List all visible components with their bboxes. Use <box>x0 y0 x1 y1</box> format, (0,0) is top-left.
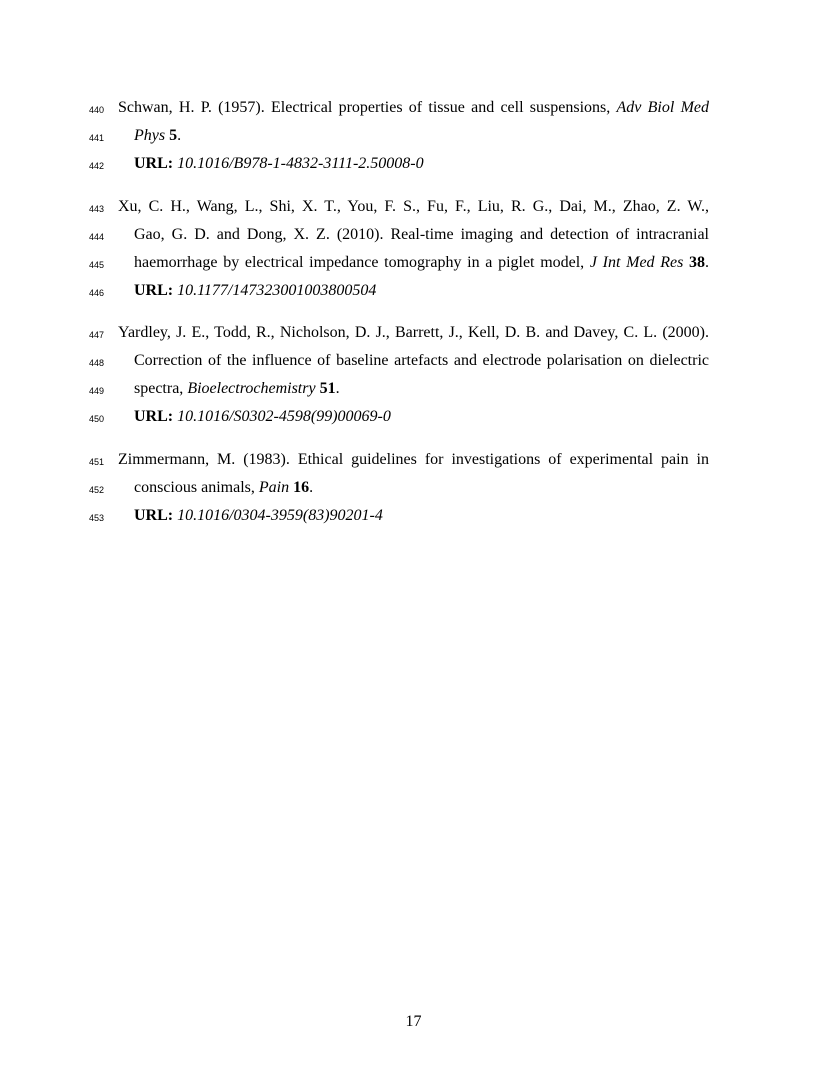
journal-name: Phys <box>134 127 166 144</box>
line-number: 445 <box>88 260 104 270</box>
reference-text: Zimmermann, M. (1983). Ethical guidelines for investigations of experimental pain in <box>118 451 709 468</box>
line-number: 448 <box>88 358 104 368</box>
volume-number: 16 <box>293 479 310 496</box>
reference-line <box>0 405 827 429</box>
reference-line <box>0 349 827 373</box>
reference-text: Yardley, J. E., Todd, R., Nicholson, D. J., Barrett, J., Kell, D. B. and Davey, C. L. (2000). <box>118 324 709 341</box>
doi-link[interactable]: 10.1177/147323001003800504 <box>177 282 377 299</box>
url-label: URL: <box>134 507 174 524</box>
line-number: 447 <box>88 330 104 340</box>
reference-text: Correction of the influence of baseline artefacts and electrode polarisation on dielectric <box>134 352 709 369</box>
url-label: URL: <box>134 408 174 425</box>
volume-number: 51 <box>319 380 336 397</box>
line-number: 442 <box>88 161 104 171</box>
journal-name: J Int Med Res <box>589 254 684 271</box>
reference-line <box>0 377 827 401</box>
line-number: 440 <box>88 105 104 115</box>
line-number: 446 <box>88 288 104 298</box>
reference-line <box>0 476 827 500</box>
url-label: URL: <box>134 155 174 172</box>
reference-line <box>0 195 827 219</box>
reference-url <box>134 504 383 528</box>
journal-name: Bioelectrochemistry <box>187 380 316 397</box>
doi-link[interactable]: 10.1016/S0302-4598(99)00069-0 <box>177 408 391 425</box>
reference-line <box>0 124 827 148</box>
journal-name: Adv Biol Med <box>616 99 709 116</box>
line-number: 443 <box>88 204 104 214</box>
reference-line <box>0 321 827 345</box>
url-label: URL: <box>134 282 174 299</box>
line-number: 450 <box>88 414 104 424</box>
reference-url <box>134 279 376 303</box>
journal-name: Pain <box>258 479 290 496</box>
reference-text: Schwan, H. P. (1957). Electrical properties of tissue and cell suspensions, Adv Biol Med <box>118 99 709 116</box>
line-number: 444 <box>88 232 104 242</box>
reference-line <box>0 251 827 275</box>
page-number: 17 <box>405 1013 422 1030</box>
reference-url <box>134 152 424 176</box>
reference-url <box>134 405 391 429</box>
doi-link[interactable]: 10.1016/0304-3959(83)90201-4 <box>177 507 383 524</box>
reference-text: spectra, Bioelectrochemistry 51. <box>134 380 340 397</box>
reference-text: Gao, G. D. and Dong, X. Z. (2010). Real-time imaging and detection of intracranial <box>134 226 709 243</box>
line-number: 452 <box>88 485 104 495</box>
reference-line <box>0 448 827 472</box>
reference-text: haemorrhage by electrical impedance tomography in a piglet model, J Int Med Res 38. <box>134 254 710 271</box>
line-number: 451 <box>88 457 104 467</box>
reference-text: Phys 5. <box>134 127 182 144</box>
line-number: 449 <box>88 386 104 396</box>
volume-number: 38 <box>689 254 706 271</box>
reference-line <box>0 152 827 176</box>
reference-line <box>0 96 827 120</box>
reference-line <box>0 223 827 247</box>
reference-line <box>0 279 827 303</box>
reference-text: Xu, C. H., Wang, L., Shi, X. T., You, F. S., Fu, F., Liu, R. G., Dai, M., Zhao, Z. W., <box>118 198 709 215</box>
doi-link[interactable]: 10.1016/B978-1-4832-3111-2.50008-0 <box>177 155 424 172</box>
reference-line <box>0 504 827 528</box>
volume-number: 5 <box>169 127 178 144</box>
line-number: 441 <box>88 133 104 143</box>
reference-text: conscious animals, Pain 16. <box>134 479 314 496</box>
line-number: 453 <box>88 513 104 523</box>
